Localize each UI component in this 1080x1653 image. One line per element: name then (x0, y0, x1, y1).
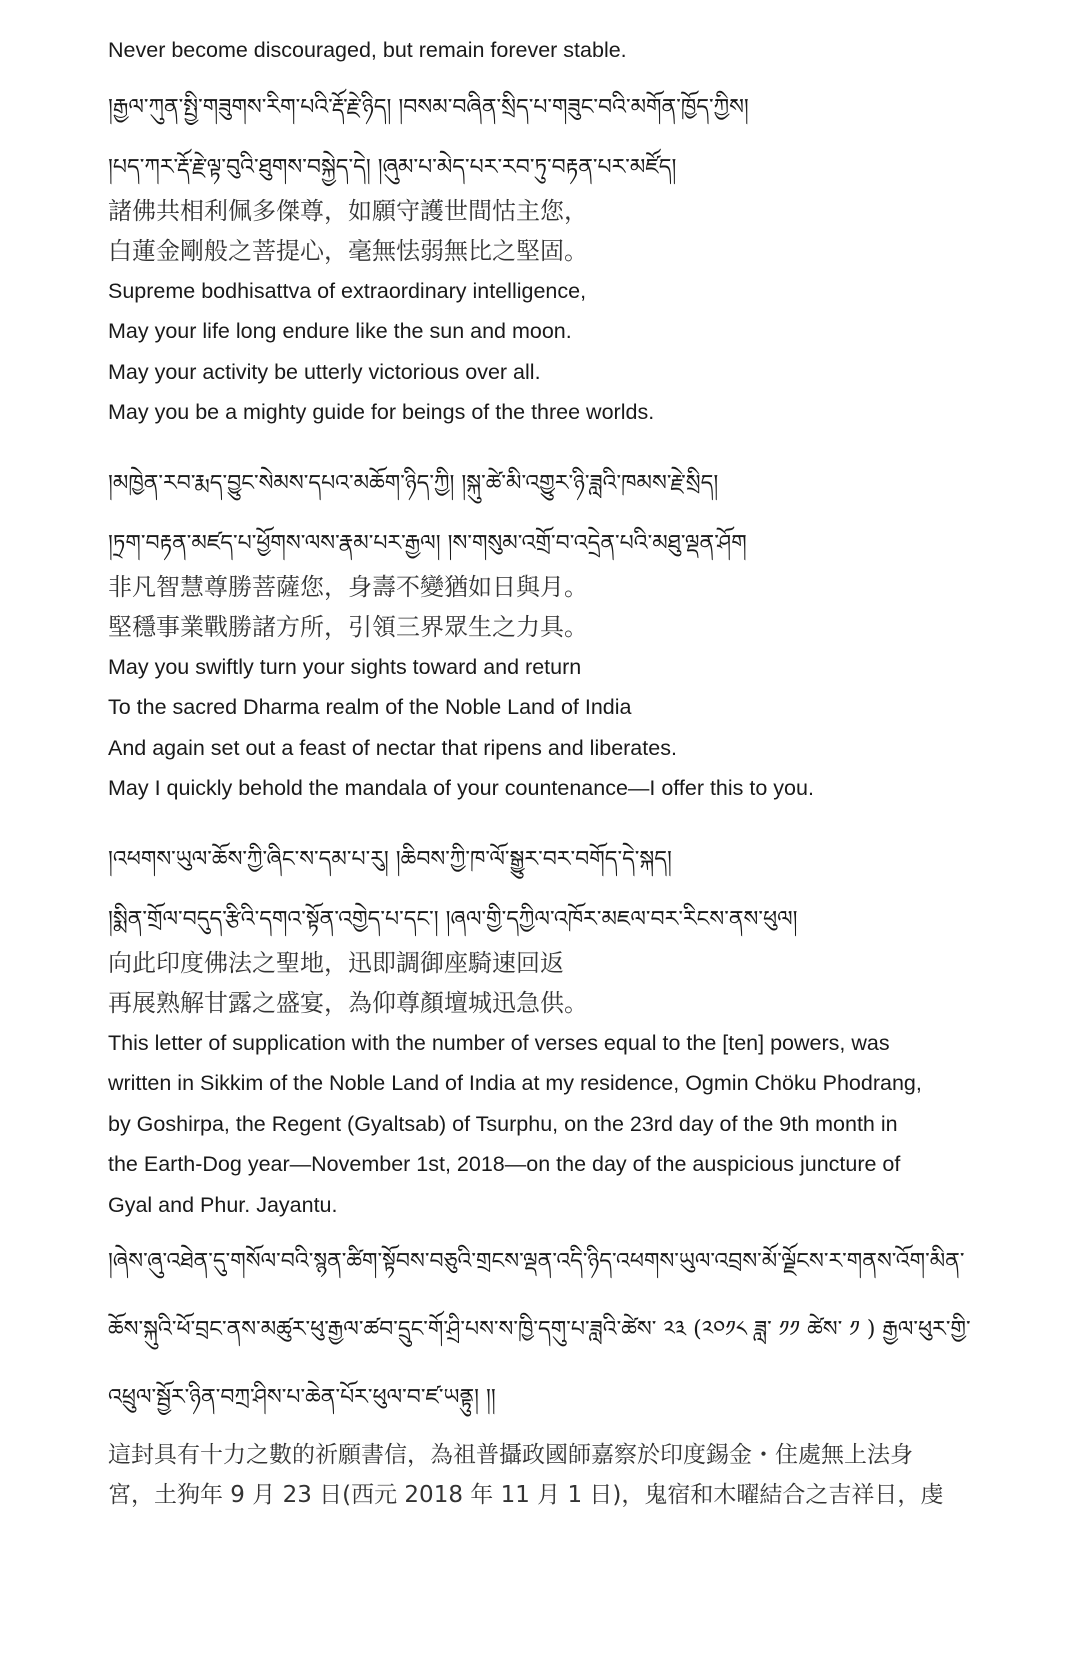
tibetan-line-6: །སྨིན་གྲོལ་བདུད་རྩིའི་དགའ་སྟོན་འགྱེད་པ་དང་། །ཞལ་གྱི་དཀྱིལ་འཁོར་མཇལ་བར་རིངས་ནས་ཕུལ། (108, 906, 798, 932)
chinese-line-2: 白蓮金剛般之菩提心，毫無怯弱無比之堅固。 (108, 236, 588, 265)
english-line-11: written in Sikkim of the Noble Land of India at my residence, Ogmin Chöku Phodrang, (108, 1071, 922, 1095)
tibetan-line-9: འཕྲུལ་སྦྱོར་ཉིན་བཀྲ་ཤིས་པ་ཆེན་པོར་ཕུལ་བ་ཛ་ཡནྟུ། །། (108, 1385, 496, 1410)
english-line-14: Gyal and Phur. Jayantu. (108, 1192, 338, 1217)
english-line-8: And again set out a feast of nectar that ripens and liberates. (108, 735, 677, 760)
english-line-13: the Earth-Dog year—November 1st, 2018—on the day of the auspicious juncture of (108, 1152, 901, 1176)
tibetan-line-2: །པད་ཀར་རྡོ་རྗེ་ལྟ་བུའི་ཐུགས་བསྐྱེད་དེ། །ཞུམ་པ་མེད་པར་རབ་ཏུ་བརྟན་པར་མཛོད། (108, 154, 677, 180)
chinese-line-5: 向此印度佛法之聖地，迅即調御座騎速回返 (108, 948, 564, 977)
english-line-3: May your life long endure like the sun and moon. (108, 319, 572, 343)
english-line-7: To the sacred Dharma realm of the Noble Land of India (108, 695, 632, 719)
tibetan-line-7: །ཞེས་ཞུ་འཐེན་དུ་གསོལ་བའི་སྙན་ཚིག་སྟོབས་བཅུའི་གྲངས་ལྡན་འདི་ཉིད་འཕགས་ཡུལ་འབྲས་མོ་ལྗོངས་ར་གནས་འོག་མིན་ (108, 1249, 965, 1274)
english-line-1: Never become discouraged, but remain forever stable. (108, 38, 627, 62)
tibetan-line-8: ཆོས་སྐུའི་ཕོ་བྲང་ནས་མཚུར་ཕུ་རྒྱལ་ཚབ་དྲུང་གོ་ཤྲི་པས་ས་ཁྱི་དགུ་པ་ཟླའི་ཚེས་ ༢༣ (༢༠༡༨ ཟླ་ ༡༡ ཚེས་ ༡ ) རྒྱལ་ཕུར་གྱི་ (108, 1317, 971, 1342)
english-line-9: May I quickly behold the mandala of your countenance—I offer this to you. (108, 776, 814, 800)
document-page (108, 30, 1038, 1515)
english-line-12: by Goshirpa, the Regent (Gyaltsab) of Tsurphu, on the 23rd day of the 9th month in (108, 1111, 898, 1136)
chinese-colophon-line-1: 這封具有十力之數的祈願書信，為祖普攝政國師嘉察於印度錫金・住處無上法身 (108, 1442, 913, 1468)
english-line-5: May you be a mighty guide for beings of the three worlds. (108, 400, 655, 424)
chinese-colophon-line-2: 宮，土狗年 9 月 23 日(西元 2018 年 11 月 1 日)，鬼宿和木曜結合之吉祥日，虔 (108, 1482, 944, 1508)
tibetan-line-5: །འཕགས་ཡུལ་ཆོས་ཀྱི་ཞིང་ས་དམ་པ་རུ། །ཆིབས་ཀྱི་ཁ་ལོ་སྒྱུར་བར་བགོད་དེ་སྐད། (108, 846, 672, 872)
english-line-6: May you swiftly turn your sights toward and return (108, 654, 582, 679)
tibetan-line-1: །རྒྱལ་ཀུན་སྤྱི་གཟུགས་རིག་པའི་རྡོ་རྗེ་ཉིད། །བསམ་བཞིན་སྲིད་པ་གཟུང་བའི་མགོན་ཁྱོད་ཀྱིས། (108, 94, 749, 120)
chinese-line-6: 再展熟解甘露之盛宴，為仰尊顏壇城迅急供。 (108, 988, 588, 1017)
tibetan-line-4: །ཏྲག་བརྟན་མཛད་པ་ཕྱོགས་ལས་རྣམ་པར་རྒྱལ། །ས་གསུམ་འགྲོ་བ་འདྲེན་པའི་མཐུ་ལྡན་ཤོག (108, 530, 747, 556)
english-line-4: May your activity be utterly victorious over all. (108, 359, 541, 384)
english-line-2: Supreme bodhisattva of extraordinary intelligence, (108, 278, 587, 303)
chinese-line-4: 堅穩事業戰勝諸方所，引領三界眾生之力具。 (108, 612, 588, 641)
english-line-10: This letter of supplication with the number of verses equal to the [ten] powers, was (108, 1030, 890, 1055)
tibetan-line-3: །མཁྱེན་རབ་རྨད་བྱུང་སེམས་དཔའ་མཆོག་ཉིད་ཀྱི། །སྐུ་ཚེ་མི་འགྱུར་ཉི་ཟླའི་ཁམས་རྗེ་སྲིད། (108, 470, 719, 496)
chinese-line-3: 非凡智慧尊勝菩薩您，身壽不變猶如日與月。 (108, 572, 588, 601)
chinese-line-1: 諸佛共相利佩多傑尊，如願守護世間怙主您， (108, 196, 588, 225)
